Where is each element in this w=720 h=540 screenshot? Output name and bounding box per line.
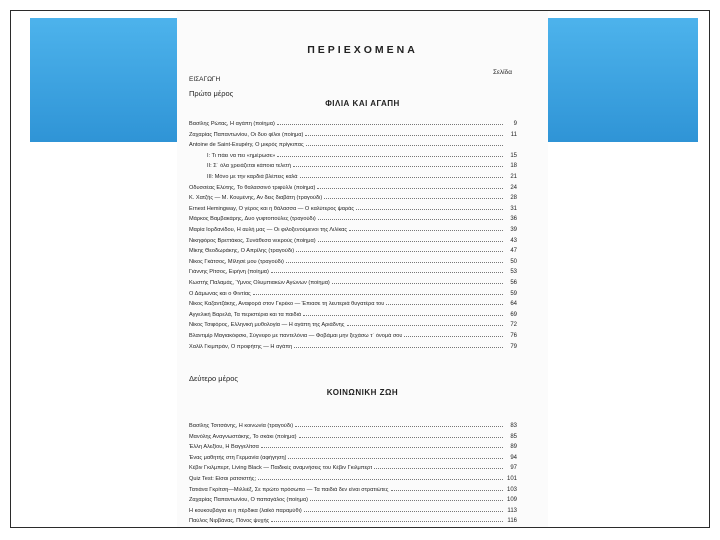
- toc-entry-page: 83: [510, 423, 517, 429]
- toc-entry-page: 21: [510, 174, 517, 180]
- toc-entry-text: Ernest Hemingway, Ο γέρος και η θάλασσα — Ο καλύτερος ψαράς: [189, 205, 355, 212]
- toc-entry-page: 79: [510, 343, 517, 350]
- toc-entry: [189, 224, 517, 233]
- toc-entry: [189, 484, 517, 493]
- toc-entry-page: 94: [510, 454, 517, 461]
- toc-leader-dots: [253, 294, 503, 295]
- toc-entry-text: Μανόλης Αναγνωστάκης, Το σκάκι (ποίημα): [189, 433, 297, 440]
- toc-entry: [189, 441, 517, 451]
- toc-leader-dots: [318, 241, 503, 242]
- toc-entry-page: 15: [510, 152, 517, 159]
- toc-entry: [189, 431, 517, 440]
- toc-entry-page: 39: [510, 227, 517, 233]
- toc-entry: [189, 235, 517, 244]
- toc-leader-dots: [391, 490, 504, 491]
- part1-section-title: ΦΙΛΙΑ ΚΑΙ ΑΓΑΠΗ: [325, 99, 400, 108]
- toc-leader-dots: [293, 166, 503, 167]
- toc-leader-dots: [305, 135, 503, 136]
- toc-entry: [189, 118, 517, 127]
- toc-entry-text: Antoine de Saint-Exupéry, Ο μικρός πρίγκιπας: [189, 142, 304, 149]
- toc-entry-text: Ζαχαρίας Παπαντωνίου, Οι δυο φίλοι (ποίημα): [189, 131, 304, 138]
- toc-entry: [189, 256, 517, 265]
- toc-leader-dots: [277, 124, 503, 125]
- toc-entry-text: Βασίλης Τσιτσάνης, Η κοινωνία (τραγούδι): [189, 423, 294, 429]
- toc-entry: [189, 277, 517, 286]
- toc-entry-text: Κέβιν Γκιλμπερτ, Living Black — Παιδικές αναμνήσεις του Κέβιν Γκιλμπερτ: [189, 465, 373, 472]
- toc-entry-page: 9: [513, 121, 517, 127]
- toc-entry: [189, 213, 517, 223]
- toc-entry: [207, 171, 517, 180]
- toc-entry-text: Έλλη Αλεξίου, Η Βαγγελίτσα: [189, 444, 259, 451]
- right-accent-bar: [548, 18, 698, 142]
- toc-entry-text: Οδυσσέας Ελύτης, Το θαλασσινό τριφύλλι (ποίημα): [189, 184, 316, 191]
- toc-entry-page: 28: [510, 195, 517, 202]
- toc-entry: [189, 245, 517, 255]
- toc-entry: [189, 319, 517, 329]
- toc-entry: [189, 298, 517, 308]
- toc-entry-text: Quiz Test: Είσαι ρατσιστής;: [189, 476, 257, 482]
- toc-leader-dots: [386, 304, 503, 305]
- toc-entry-text: Η κουκουβάγια κι η πέρδικα (λαϊκό παραμύθι): [189, 507, 302, 514]
- toc-entry-text: III: Μόνο με την καρδιά βλέπεις καλά: [207, 174, 298, 180]
- toc-entry: [189, 462, 517, 472]
- toc-entry-page: 85: [510, 433, 517, 440]
- toc-entry-text: Κ. Χατζής — Μ. Κουμένης, Αν δεις διαβάτη (τραγούδι): [189, 195, 323, 202]
- toc-entry-page: 31: [510, 205, 517, 212]
- toc-entry: [189, 182, 517, 191]
- toc-entry-page: 18: [510, 163, 517, 170]
- part2-section-title: ΚΟΙΝΩΝΙΚΗ ΖΩΗ: [326, 388, 399, 397]
- toc-leader-dots: [349, 230, 503, 231]
- toc-entry-text: Μαρία Ιορδανίδου, Η αυλή μας — Οι φιλοξενούμενοι της Λιλίκας: [189, 227, 348, 233]
- toc-entry: [189, 341, 517, 350]
- toc-entry-text: Μίκης Θεοδωράκης, Ο Απρίλης (τραγούδι): [189, 248, 295, 255]
- toc-entry: [189, 203, 517, 212]
- toc-leader-dots: [347, 325, 504, 326]
- toc-entry: [189, 505, 517, 514]
- toc-leader-dots: [318, 219, 503, 220]
- toc-entry-page: 47: [510, 248, 517, 255]
- toc-entry-page: 36: [510, 216, 517, 223]
- toc-entry-page: 50: [510, 258, 517, 265]
- toc-entry-text: Κωστής Παλαμάς, Ύμνος Ολυμπιακών Αγώνων (ποίημα): [189, 280, 330, 286]
- toc-entry-text: Ένας μαθητής στη Γερμανία (αφήγηση): [189, 454, 287, 461]
- toc-entry-text: Χαλίλ Γκιμπράν, Ο προφήτης — Η αγάπη: [189, 343, 293, 350]
- toc-entry: [189, 420, 517, 429]
- page-column-label: Σελίδα: [493, 69, 512, 76]
- toc-entry-page: 11: [510, 131, 517, 138]
- toc-entry-page: 109: [506, 497, 517, 504]
- toc-entry-page: 72: [510, 322, 517, 329]
- part2-label: Δεύτερο μέρος: [189, 374, 238, 383]
- toc-entry-text: Νίκος Καζαντζάκης, Αναφορά στον Γκρέκο — Έπιασε τη λευτεριά θυγατέρα του: [189, 301, 385, 308]
- toc-entry: [189, 452, 517, 461]
- toc-leader-dots: [317, 188, 503, 189]
- toc-entry-page: 76: [510, 333, 517, 339]
- toc-leader-dots: [288, 458, 503, 459]
- toc-entry: [189, 515, 517, 525]
- toc-leader-dots: [324, 198, 503, 199]
- toc-leader-dots: [271, 521, 503, 522]
- toc-leader-dots: [304, 511, 503, 512]
- toc-entry: [189, 473, 517, 482]
- toc-entry-page: 69: [510, 311, 517, 318]
- toc-entry: [189, 139, 505, 148]
- toc-entry-page: 89: [510, 444, 517, 451]
- toc-entry-page: 53: [510, 269, 517, 276]
- toc-entry-text: Νίκος Τσιφόρος, Ελληνική μυθολογία — Η αγάπη της Αριάδνης: [189, 322, 345, 329]
- toc-entry-text: Βλαντιμίρ Μαγιακόφσκι, Σύγνεφο με παντελόνια — Φοβάμαι μην ξεχάσω τ΄ όνομά σου: [189, 333, 403, 339]
- toc-leader-dots: [286, 262, 503, 263]
- part1-label: Πρώτο μέρος: [189, 89, 234, 98]
- toc-leader-dots: [277, 156, 503, 157]
- toc-entry: [189, 494, 517, 504]
- toc-entry-page: 101: [506, 476, 517, 482]
- toc-entry: [207, 150, 517, 159]
- toc-entry: [189, 309, 517, 318]
- toc-entry-page: 103: [506, 486, 517, 493]
- toc-leader-dots: [258, 479, 503, 480]
- toc-leader-dots: [261, 447, 503, 448]
- toc-entry-text: Αγγελική Βαρελά, Τα περιστέρια και τα παιδιά: [189, 311, 302, 318]
- toc-leader-dots: [306, 145, 503, 146]
- toc-entry-page: 97: [510, 465, 517, 472]
- toc-entry-text: Ο Δάμωνας και ο Φιντίας: [189, 290, 251, 297]
- intro-label: ΕΙΣΑΓΩΓΗ: [189, 76, 221, 83]
- toc-entry: [189, 288, 517, 297]
- toc-entry-text: Παύλος Νιρβάνας, Πόνος ψυχής: [189, 518, 270, 525]
- left-accent-bar: [30, 18, 177, 142]
- toc-entry-page: 24: [510, 184, 517, 191]
- toc-entry-page: 56: [510, 280, 517, 286]
- toc-entry-page: 43: [510, 237, 517, 244]
- toc-entry-page: 64: [510, 301, 517, 308]
- toc-entry-text: II: Σ΄ όλα χρειάζεται κάποια τελετή: [207, 163, 292, 170]
- toc-leader-dots: [295, 426, 503, 427]
- toc-leader-dots: [271, 272, 503, 273]
- toc-entry-page: 59: [510, 290, 517, 297]
- toc-leader-dots: [310, 500, 503, 501]
- toc-leader-dots: [332, 283, 503, 284]
- toc-entry-page: 113: [507, 507, 517, 514]
- toc-entry-text: Μάρκος Βαμβακάρης, Δυο γυφτοπούλες (τραγούδι): [189, 216, 316, 223]
- toc-leader-dots: [404, 336, 503, 337]
- toc-entry-text: Νίκος Γκάτσος, Μίλησέ μου (τραγούδι): [189, 258, 284, 265]
- toc-entry: [189, 129, 517, 138]
- toc-entry-page: 116: [507, 518, 517, 525]
- toc-entry: [207, 160, 517, 170]
- toc-leader-dots: [299, 437, 504, 438]
- toc-leader-dots: [300, 177, 504, 178]
- toc-leader-dots: [296, 251, 503, 252]
- toc-leader-dots: [374, 468, 503, 469]
- toc-leader-dots: [294, 347, 503, 348]
- scanned-document-page: [177, 11, 548, 527]
- toc-entry-text: Γιάννης Ρίτσος, Ειρήνη (ποίημα): [189, 269, 269, 276]
- toc-entry: [189, 192, 517, 202]
- toc-entry-text: Τατιάνα Γκρίτση—Μιλλιέξ, Σε πρώτο πρόσωπο — Τα παιδιά δεν είναι στρατιώτες: [189, 486, 389, 493]
- toc-entry: [189, 330, 517, 339]
- toc-leader-dots: [303, 315, 503, 316]
- toc-leader-dots: [356, 209, 503, 210]
- toc-entry-text: Ζαχαρίας Παπαντωνίου, Ο παπαγάλος (ποίημα): [189, 497, 308, 504]
- toc-entry-text: Νικηφόρος Βρεττάκος, Συνάθεσα νεκρούς (ποίημα): [189, 237, 316, 244]
- toc-entry-text: I: Τι πάει να πει «ημέρωσε»: [207, 152, 276, 159]
- toc-entry: [189, 266, 517, 276]
- toc-entry-text: Βασίλης Ρώτας, Η αγάπη (ποίημα): [189, 121, 275, 127]
- toc-title: ΠΕΡΙΕΧΟΜΕΝΑ: [307, 44, 418, 56]
